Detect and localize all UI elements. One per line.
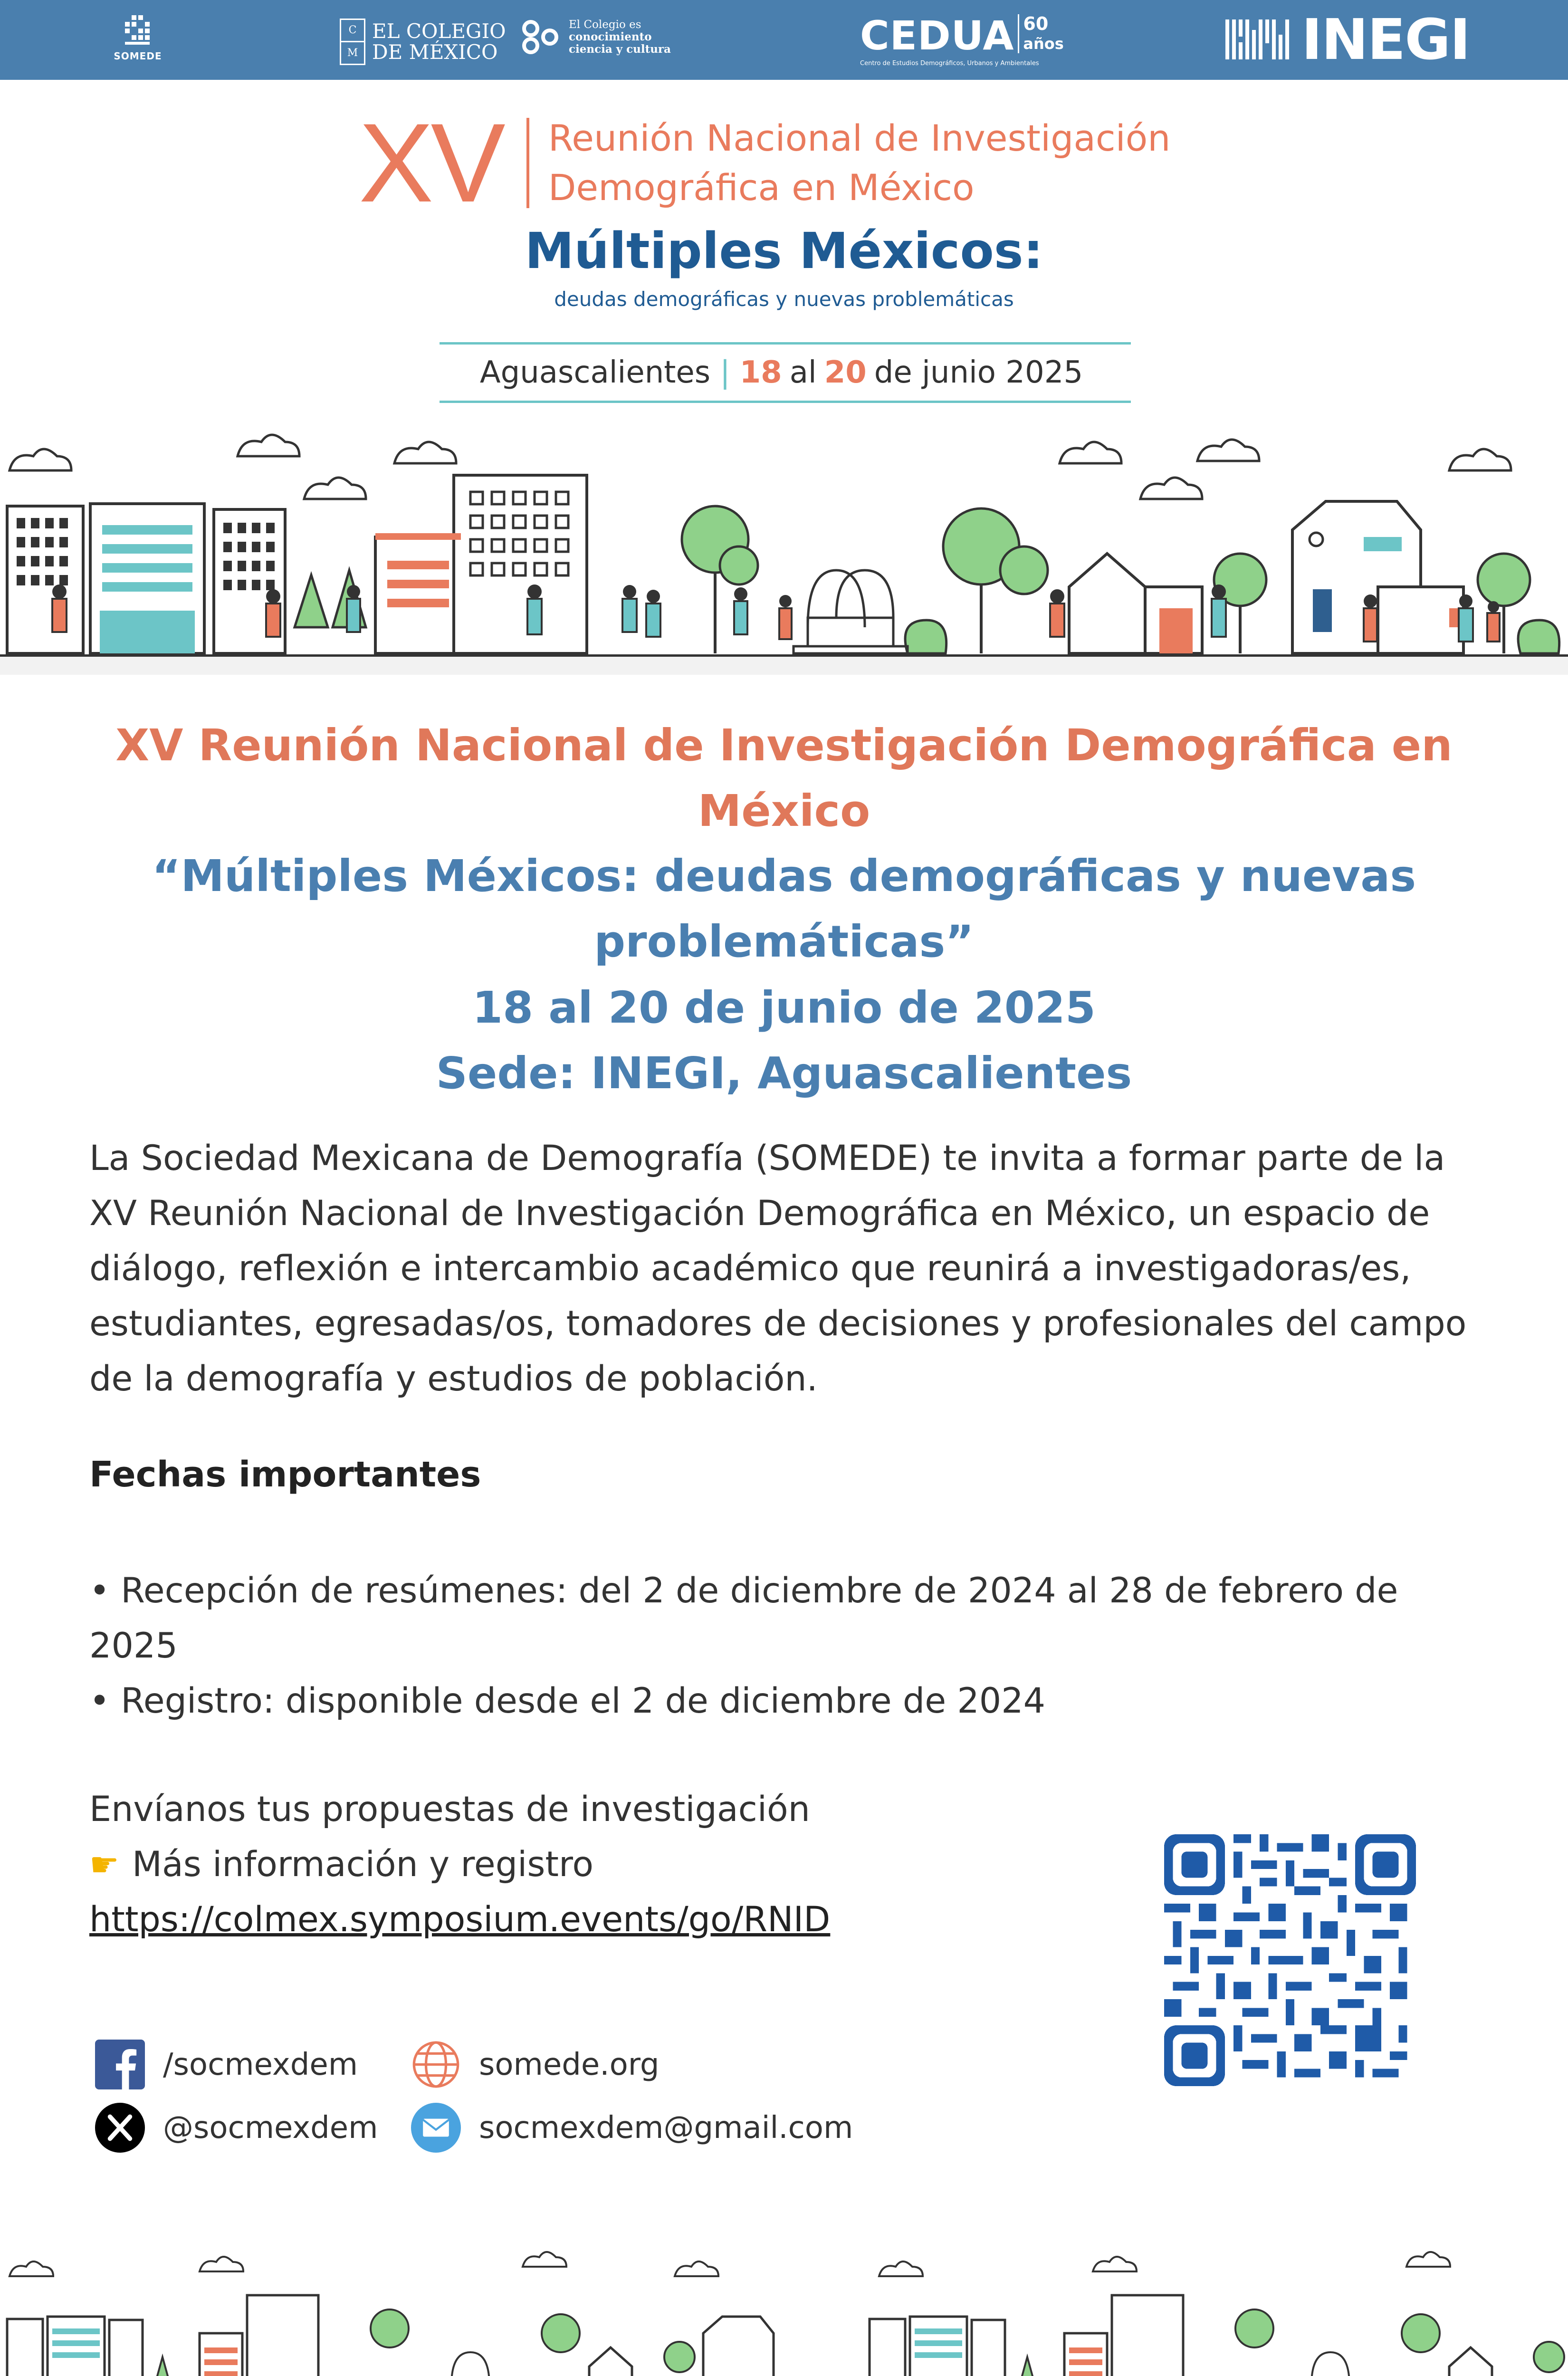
theme-subtitle: deudas demográficas y nuevas problemáticas <box>554 287 1014 311</box>
qr-code[interactable] <box>1164 1834 1416 2086</box>
event-theme <box>71 843 1497 975</box>
person-icon <box>1364 608 1377 642</box>
colmex-line1: EL COLEGIO <box>372 19 506 43</box>
person-icon <box>646 604 660 637</box>
person-icon <box>1487 613 1500 642</box>
person-icon <box>1050 604 1064 637</box>
colmex-tagline-1: El Colegio es <box>569 19 641 31</box>
cloud-icon <box>1197 440 1259 461</box>
somede-logo <box>109 14 166 62</box>
person-icon <box>622 599 637 632</box>
cloud-icon <box>879 2261 923 2276</box>
event-dates-venue <box>71 975 1497 1106</box>
tree-icon <box>720 546 758 584</box>
event-title-line2: México <box>698 786 870 836</box>
theme-title: Múltiples Méxicos: <box>525 222 1043 280</box>
facebook-handle: /socmexdem <box>163 2047 358 2082</box>
invitation-paragraph: La Sociedad Mexicana de Demografía (SOMEDE) te invita a formar parte de la XV Reunión Nacional de Investigación Demográfica en México, un espacio de diálogo, reflexión e intercambio académico que reunirá a investigadoras/es, estudiantes, egresadas/os, tomadores de decisiones y profesionales del campo de la demografía y estudios de población. <box>89 1138 1467 1399</box>
roman-numeral: XV <box>359 100 503 226</box>
inegi-symbol-icon <box>1224 16 1295 63</box>
day-start: 18 <box>739 355 782 390</box>
event-title-line1: XV Reunión Nacional de Investigación Demográfica en <box>115 720 1453 771</box>
inegi-logo <box>1224 7 1470 72</box>
bush-icon <box>1518 620 1559 653</box>
person-icon <box>734 601 747 634</box>
event-header <box>359 100 1171 226</box>
person-icon <box>1212 599 1226 637</box>
colmex-wordmark <box>372 21 506 63</box>
cedua-logo <box>860 12 1064 67</box>
list-item: • Recepción de resúmenes: del 2 de diciembre de 2024 al 28 de febrero de 2025 <box>89 1571 1398 1666</box>
city-illustration <box>0 409 1568 675</box>
fountain-icon <box>794 570 908 653</box>
dates-heading: Fechas importantes <box>89 1454 481 1495</box>
event-name-line1: Reunión Nacional de Investigación <box>548 117 1171 159</box>
tree-icon <box>152 2357 173 2376</box>
email-link[interactable] <box>411 2103 853 2153</box>
cloud-icon <box>1060 442 1121 463</box>
list-item: • Registro: disponible desde el 2 de diciembre de 2024 <box>89 1681 1046 1721</box>
tree-icon <box>1534 2342 1564 2372</box>
person-icon <box>527 599 542 634</box>
cloud-icon <box>10 2261 53 2276</box>
event-dates: 18 al 20 de junio de 2025 <box>472 982 1096 1033</box>
cedua-years-label: años <box>1023 35 1064 53</box>
cloud-icon <box>1140 478 1202 499</box>
tree-icon <box>295 575 328 627</box>
cloud-icon <box>200 2257 243 2271</box>
globe-icon <box>411 2040 461 2089</box>
tree-icon <box>1000 546 1048 594</box>
bush-icon <box>905 620 947 653</box>
colmex-emblem <box>340 19 365 65</box>
website-link[interactable] <box>411 2040 660 2089</box>
day-end: 20 <box>824 355 867 390</box>
send-proposals-text: Envíanos tus propuestas de investigación <box>89 1789 810 1830</box>
x-handle: @socmexdem <box>163 2110 378 2146</box>
tree-icon <box>371 2309 409 2347</box>
cloud-icon <box>523 2252 566 2267</box>
cloud-icon <box>394 442 456 463</box>
more-info-line <box>89 1837 830 1892</box>
important-dates-list <box>89 1563 1491 1729</box>
date-separator: | <box>720 355 730 390</box>
person-icon <box>779 608 792 639</box>
knowledge-symbol-icon <box>520 18 563 56</box>
x-logo-icon <box>95 2103 145 2153</box>
pointing-hand-icon: ☛ <box>89 1845 119 1884</box>
x-link[interactable] <box>95 2103 378 2153</box>
cedua-wordmark: CEDUA <box>860 12 1014 59</box>
cloud-icon <box>1406 2252 1450 2267</box>
tree-icon <box>1017 2357 1038 2376</box>
event-name-line2: Demográfica en México <box>548 166 975 209</box>
colmex-knowledge-logo <box>520 18 671 56</box>
event-name <box>548 114 1171 212</box>
call-to-action <box>89 1782 830 1947</box>
somede-mark-icon <box>121 14 154 48</box>
colmex-tagline-3: ciencia y cultura <box>569 43 671 56</box>
header-divider <box>526 118 529 208</box>
inegi-wordmark: INEGI <box>1301 7 1470 72</box>
tree-icon <box>542 2314 580 2352</box>
cloud-icon <box>675 2261 718 2276</box>
more-info-text: Más información y registro <box>132 1844 594 1885</box>
colmex-tagline <box>569 19 671 56</box>
colmex-emblem-bottom: M <box>347 47 358 59</box>
colmex-logo <box>340 19 506 64</box>
city-illustration-bottom <box>0 2233 1568 2376</box>
registration-link[interactable]: https://colmex.symposium.events/go/RNID <box>89 1899 831 1940</box>
cloud-icon <box>1449 449 1511 470</box>
colmex-emblem-top: C <box>341 20 364 43</box>
cedua-anniversary <box>1018 14 1063 53</box>
cloud-icon <box>10 449 71 470</box>
email-text: socmexdem@gmail.com <box>479 2110 853 2146</box>
logo-bar <box>0 0 1568 80</box>
tree-icon <box>664 2342 695 2372</box>
cloud-icon <box>1093 2257 1137 2271</box>
person-icon <box>1459 608 1473 642</box>
cloud-icon <box>238 435 299 456</box>
event-theme-line2: problemáticas” <box>594 916 974 967</box>
person-icon <box>52 599 67 632</box>
cloud-icon <box>304 478 366 499</box>
cedua-subtitle: Centro de Estudios Demográficos, Urbanos y Ambientales <box>860 60 1039 67</box>
date-connector: al <box>789 355 817 390</box>
somede-logo-text: SOMEDE <box>114 50 162 62</box>
event-title <box>71 713 1497 844</box>
event-venue: Sede: INEGI, Aguascalientes <box>436 1048 1132 1099</box>
colmex-tagline-2: conocimiento <box>569 30 652 43</box>
tree-icon <box>1235 2309 1273 2347</box>
cedua-years: 60 <box>1023 13 1049 34</box>
facebook-icon <box>95 2040 145 2089</box>
person-icon <box>347 599 360 632</box>
date-banner <box>440 342 1131 403</box>
facebook-link[interactable] <box>95 2040 358 2089</box>
tree-icon <box>1402 2314 1440 2352</box>
website-text: somede.org <box>479 2047 660 2082</box>
event-place: Aguascalientes <box>479 355 711 390</box>
email-icon <box>411 2103 461 2153</box>
person-icon <box>266 604 280 637</box>
month-year: de junio 2025 <box>874 355 1083 390</box>
tree-icon <box>1478 554 1530 606</box>
event-theme-line1: “Múltiples Méxicos: deudas demográficas y nuevas <box>152 851 1416 901</box>
colmex-line2: DE MÉXICO <box>372 40 498 64</box>
